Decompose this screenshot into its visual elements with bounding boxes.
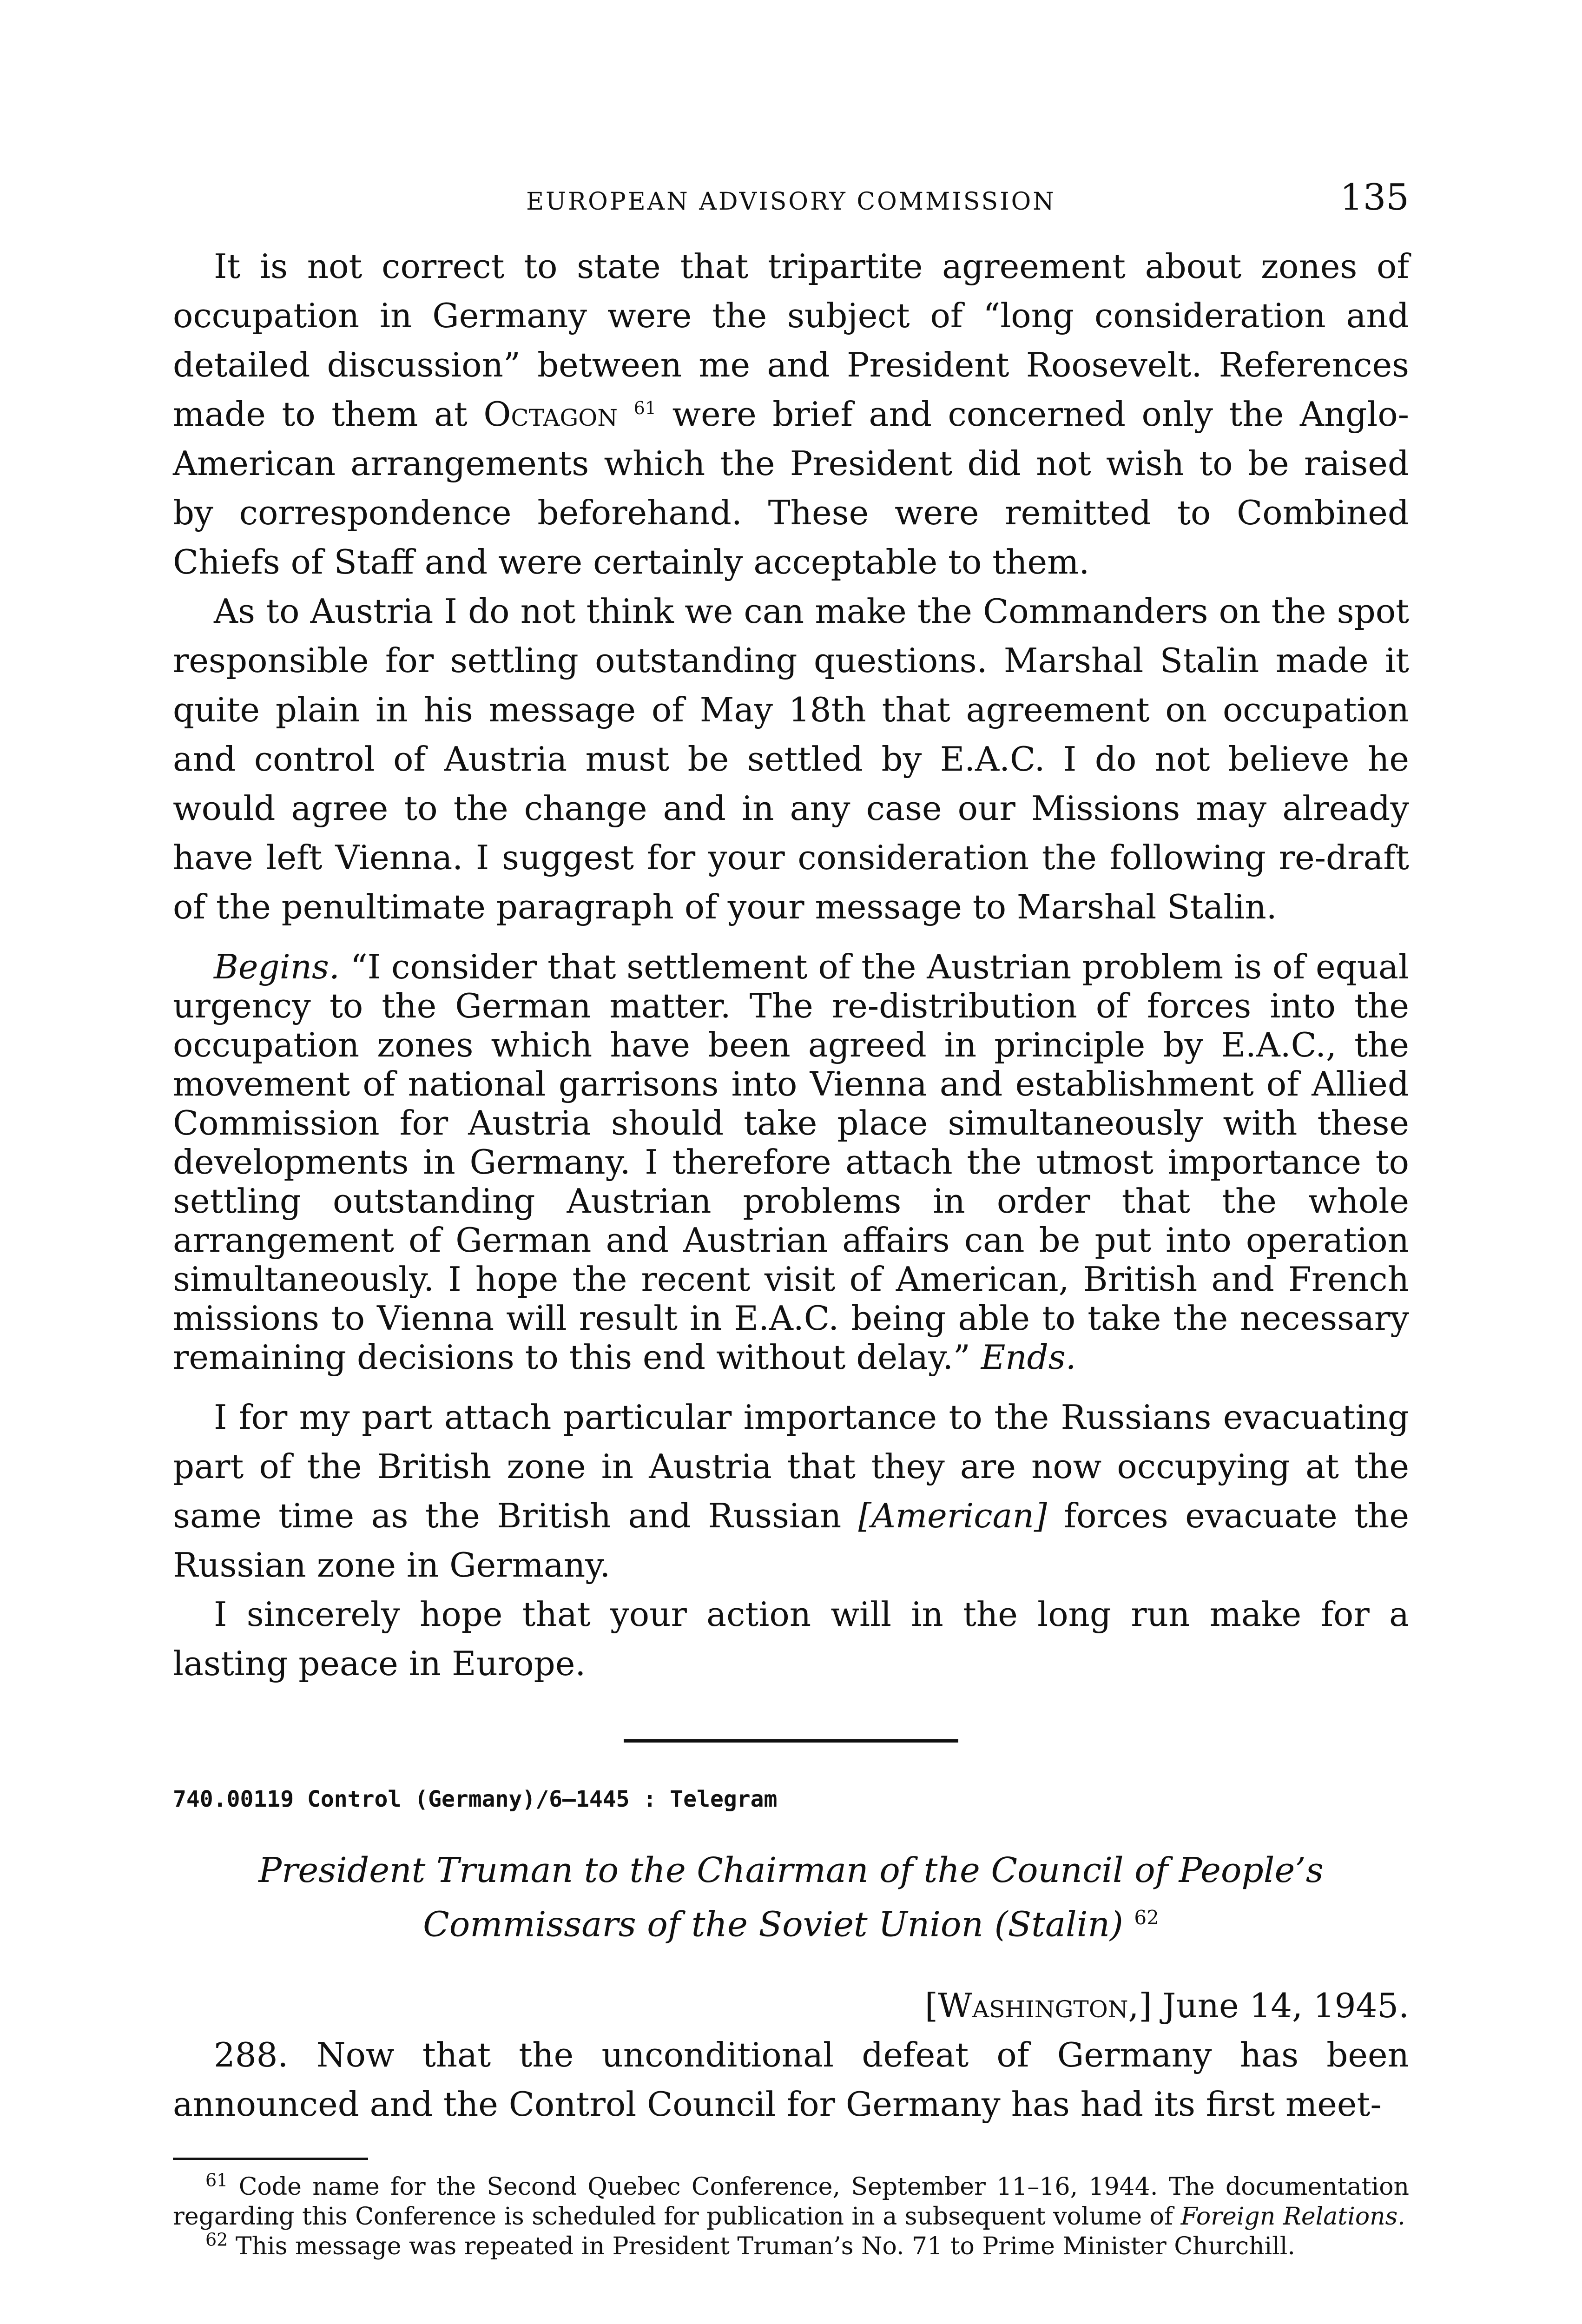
footnote-ref-62: 62	[1134, 1906, 1159, 1929]
octagon-codename: Octagon	[483, 395, 618, 434]
paragraph-text: were brief and concerned only the Anglo-American arrangements which the President did not wish to be raised by correspondence beforehand. These were remitted to Combined Chiefs of Staff and were certainly acceptable to them.	[173, 395, 1409, 581]
footnote-text: Code name for the Second Quebec Conference, September 11–16, 1944. The documentation regarding this Conference is scheduled for publication in a subsequent volume of	[173, 2172, 1409, 2231]
footnote-62	[173, 2229, 1409, 2261]
heading-text: President Truman to the Chairman of the Council of People’s Commissars of the Soviet Union (Stalin)	[258, 1850, 1324, 1945]
footnote-divider	[173, 2158, 368, 2160]
paragraph-text: I for my part attach particular importance to the Russians evacuating part of the British zone in Austria that they are now occupying at the same time as the British and Russian	[173, 1398, 1409, 1535]
dateline-place: [Washington,]	[924, 1986, 1152, 2025]
page-number: 135	[1340, 177, 1409, 218]
footnote-text: This message was repeated in President Truman’s No. 71 to Prime Minister Churchill.	[235, 2232, 1295, 2260]
bracketed-correction: [American]	[858, 1496, 1047, 1535]
section-divider	[624, 1739, 958, 1743]
paragraph-zones-agreement	[173, 242, 1409, 587]
dateline	[173, 1981, 1409, 2030]
quote-ends-label: Ends.	[981, 1338, 1076, 1377]
footnote-italic-title: Foreign Relations.	[1180, 2202, 1405, 2231]
document-heading	[173, 1847, 1409, 1948]
footnote-number: 62	[205, 2229, 228, 2250]
paragraph-text: It is not correct to state that tripartite agreement about zones of occupation in Germany were the subject of “long consideration and detailed discussion” between me and President Roosevelt. References made to them at	[173, 247, 1409, 434]
footnote-number: 61	[205, 2170, 228, 2191]
paragraph-text: forces evacuate the Russian zone in Germany.	[173, 1496, 1410, 1585]
paragraph-evacuation	[173, 1393, 1409, 1590]
running-head	[173, 177, 1409, 223]
document-page	[173, 177, 1409, 2261]
paragraph-austria: As to Austria I do not think we can make the Commanders on the spot responsible for settling outstanding questions. Marshal Stalin made it quite plain in his message of May 18th that agreement on occupation and control of Austria must be settled by E.A.C. I do not believe he would agree to the change and in any case our Missions may already have left Vienna. I suggest for your consideration the following re-draft of the penultimate paragraph of your message to Marshal Stalin.	[173, 592, 1409, 926]
file-number: 740.00119 Control (Germany)/6–1445 : Telegram	[173, 1786, 778, 1812]
dateline-date: June 14, 1945.	[1162, 1986, 1409, 2025]
quoted-redraft	[173, 947, 1409, 1377]
footnote-61	[173, 2172, 1409, 2232]
paragraph-288: 288. Now that the unconditional defeat of Germany has been announced and the Control Council for Germany has had its first meet-	[173, 2035, 1409, 2124]
running-title: EUROPEAN ADVISORY COMMISSION	[526, 188, 1056, 216]
quote-text: “I consider that settlement of the Austrian problem is of equal urgency to the German matter. The re-distribution of forces into the occupation zones which have been agreed in principle by E.A.C., the movement of national garrisons into Vienna and establishment of Allied Commission for Austria should take place simultaneously with these developments in Germany. I therefore attach the utmost importance to settling outstanding Austrian problems in order that the whole arrangement of German and Austrian affairs can be put into operation simultaneously. I hope the recent visit of American, British and French missions to Vienna will result in E.A.C. being able to take the necessary remaining decisions to this end without delay.”	[173, 947, 1410, 1377]
footnote-ref-61: 61	[633, 398, 656, 418]
quote-begins-label: Begins.	[214, 947, 340, 986]
paragraph-lasting-peace: I sincerely hope that your action will in the long run make for a lasting peace in Europe.	[173, 1595, 1409, 1683]
